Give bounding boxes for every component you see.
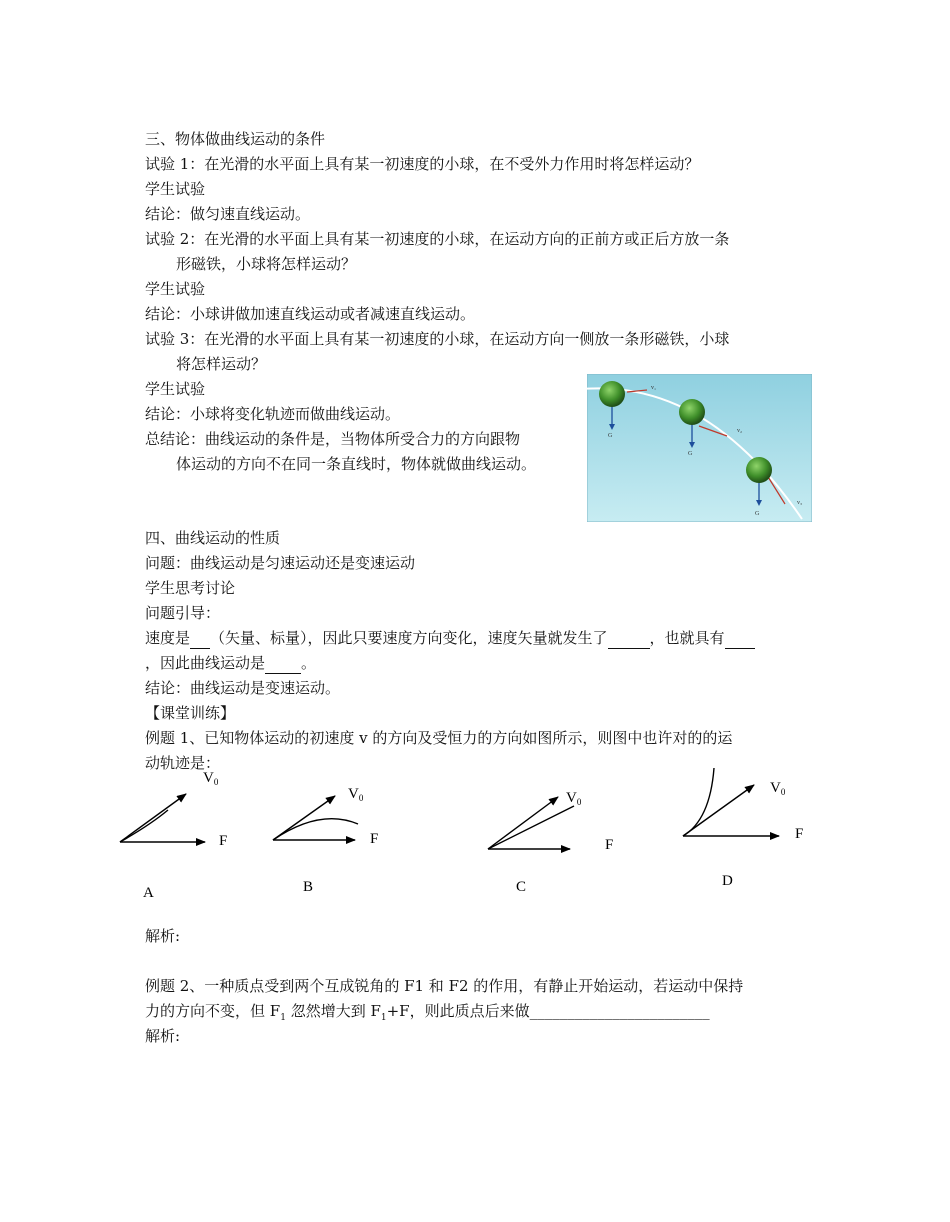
figure-d-velocity-label: $V_0$ [770, 780, 786, 797]
section4-discussion: 学生思考讨论 [145, 579, 236, 597]
experiment2-text-cont: 形磁铁，小球将怎样运动？ [176, 255, 357, 273]
ball-3 [746, 457, 772, 483]
figure-d [683, 768, 803, 889]
velocity-label-3: v₃ [797, 500, 803, 506]
fill-in-sentence: 速度是 （矢量、标量），因此只要速度方向变化，速度矢量就发生了 ，也就具有 [145, 628, 755, 649]
section4-guide: 问题引导： [145, 604, 221, 622]
velocity-label-1: v₁ [651, 385, 657, 391]
experiment1-student: 学生试验 [145, 180, 206, 198]
example2-text: 例题 2、一种质点受到两个互成锐角的 F1 和 F2 的作用，有静止开始运动，若运动中保持 [145, 977, 744, 995]
fill-in-sentence-cont: ，因此曲线运动是 。 [145, 654, 317, 672]
figure-a [120, 770, 227, 900]
experiment3-student: 学生试验 [145, 380, 206, 398]
figure-c [488, 790, 613, 895]
figure-c-letter: C [516, 879, 527, 895]
gravity-label-2: G [688, 451, 693, 457]
experiment3-conclusion: 结论：小球将变化轨迹而做曲线运动。 [145, 405, 401, 423]
figure-c-velocity-label: $V_0$ [566, 790, 582, 807]
experiment2-text: 试验 2：在光滑的水平面上具有某一初速度的小球，在运动方向的正前方或正后方放一条 [145, 230, 730, 248]
section4-conclusion: 结论：曲线运动是变速运动。 [145, 679, 341, 697]
ball-2 [679, 399, 705, 425]
figure-d-letter: D [722, 873, 733, 889]
ball-1 [599, 381, 625, 407]
example1-text-cont: 动轨迹是： [145, 754, 221, 772]
trajectory-options-figure [0, 760, 950, 900]
experiment2-student: 学生试验 [145, 280, 206, 298]
example1-analysis: 解析: [145, 927, 181, 945]
summary-conclusion: 总结论：曲线运动的条件是，当物体所受合力的方向跟物 [145, 430, 521, 448]
training-heading: 【课堂训练】 [145, 704, 236, 722]
experiment3-text: 试验 3：在光滑的水平面上具有某一初速度的小球，在运动方向一侧放一条形磁铁，小球 [145, 330, 730, 348]
figure-c-force-label: F [605, 837, 614, 853]
experiment2-conclusion: 结论：小球讲做加速直线运动或者减速直线运动。 [145, 305, 476, 323]
section3-heading: 三、物体做曲线运动的条件 [145, 130, 326, 148]
experiment3-text-cont: 将怎样运动？ [176, 355, 267, 373]
figure-b-force-label: F [370, 831, 379, 847]
experiment1-text: 试验 1：在光滑的水平面上具有某一初速度的小球，在不受外力作用时将怎样运动？ [145, 155, 700, 173]
figure-b-letter: B [303, 879, 314, 895]
example2-analysis: 解析: [145, 1027, 181, 1045]
example1-text: 例题 1、已知物体运动的初速度 v 的方向及受恒力的方向如图所示，则图中也许对的的运 [145, 729, 733, 747]
figure-a-force-label: F [219, 833, 228, 849]
figure-b-velocity-label: $V_0$ [348, 786, 364, 803]
summary-conclusion-cont: 体运动的方向不在同一条直线时，物体就做曲线运动。 [176, 455, 537, 473]
curved-motion-photo [587, 374, 812, 522]
section4-heading: 四、曲线运动的性质 [145, 529, 281, 547]
section4-question: 问题：曲线运动是匀速运动还是变速运动 [145, 554, 416, 572]
figure-d-force-label: F [795, 826, 804, 842]
gravity-label-1: G [608, 433, 613, 439]
example2-text-cont: 力的方向不变，但 $F_1$ 忽然增大到 $F_1+F$，则此质点后来做________________________ [145, 1002, 710, 1023]
figure-a-letter: A [143, 885, 154, 900]
experiment1-conclusion: 结论：做匀速直线运动。 [145, 205, 311, 223]
answer-blank[interactable]: ________________________ [529, 1002, 710, 1020]
figure-b [273, 786, 378, 895]
gravity-label-3: G [755, 511, 760, 517]
velocity-label-2: v₂ [737, 428, 743, 434]
figure-a-velocity-label: $V_0$ [203, 770, 219, 787]
